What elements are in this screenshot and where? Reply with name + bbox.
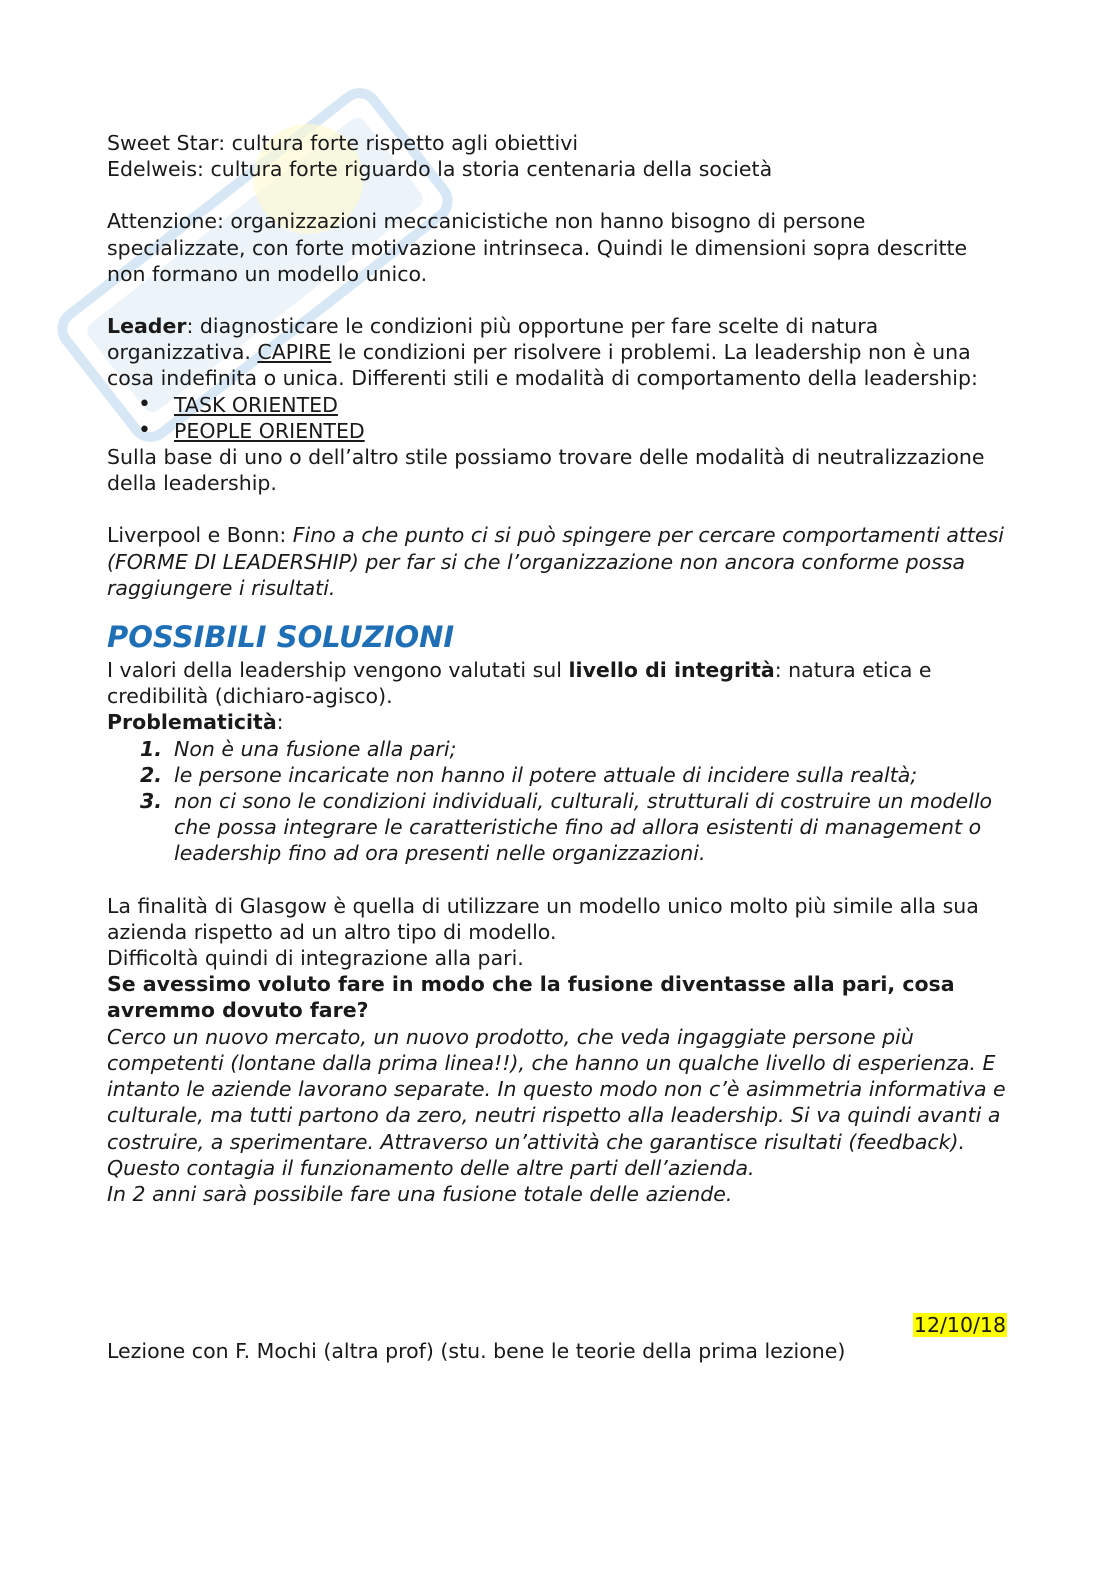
paragraph-lezione: Lezione con F. Mochi (altra prof) (stu. bene le teorie della prima lezione)	[107, 1339, 846, 1364]
list-number: 3.	[140, 789, 163, 814]
line-sweet-star: Sweet Star: cultura forte rispetto agli obiettivi	[107, 131, 579, 155]
list-number: 2.	[140, 762, 163, 787]
liverpool-label: Liverpool e Bonn:	[107, 523, 293, 548]
problematicita-colon: :	[276, 710, 284, 735]
paragraph-in-2-anni: In 2 anni sarà possibile fare una fusione totale delle aziende.	[107, 1181, 733, 1206]
problematicita-heading	[107, 709, 1007, 735]
answer: Cerco un nuovo mercato, un nuovo prodotto, che veda ingaggiate persone più competenti (lontane dalla prima linea!!), che hanno un qualche livello di esperienza. E intanto le aziende lavorano separate. In questo modo non c’è asimmetria informativa e culturale, ma tutti partono da zero, neutri rispetto alla leadership. Si va quindi avanti a costruire, a sperimentare. Attraverso un’attività che garantisce risultati (feedback). Questo contagia il funzionamento delle altre parti dell’azienda.	[107, 1024, 1006, 1180]
paragraph-sulla-base: Sulla base di uno o dell’altro stile possiamo trovare delle modalità di neutralizzazione della leadership.	[107, 445, 985, 496]
leader-text-b: le condizioni per risolvere i problemi. La leadership non è una cosa indefinita o unica. Differenti stili e modalità di comportamento della leadership:	[107, 340, 978, 391]
list-item	[174, 418, 1007, 444]
valori-text-b: : natura etica e credibilità (dichiaro-agisco).	[107, 658, 932, 709]
paragraph-difficolta: Difficoltà quindi di integrazione alla pari.	[107, 946, 524, 971]
people-oriented-label: PEOPLE ORIENTED	[174, 418, 365, 443]
problematicita-term: Problematicità	[107, 710, 277, 735]
valori-text-a: I valori della leadership vengono valutati sul	[107, 658, 569, 683]
leader-text-a: : diagnosticare le condizioni più opportune per fare scelte di natura organizzativa.	[107, 314, 879, 365]
list-item	[140, 762, 1007, 788]
list-item-text: non ci sono le condizioni individuali, culturali, strutturali di costruire un modello che possa integrare le caratteristiche fino ad allora esistenti di management o leadership fino ad ora presenti nelle organizzazioni.	[174, 789, 993, 866]
list-item	[140, 736, 1007, 762]
capire-term: CAPIRE	[257, 340, 332, 365]
date-highlight: 12/10/18	[913, 1313, 1006, 1338]
paragraph-valori	[107, 657, 1007, 709]
paragraph-liverpool	[107, 522, 1007, 601]
paragraph-attenzione: Attenzione: organizzazioni meccanicistiche non hanno bisogno di persone specializzate, con forte motivazione intrinseca. Quindi le dimensioni sopra descritte non formano un modello unico.	[107, 209, 968, 286]
document-page	[107, 130, 1007, 1365]
section-title: POSSIBILI SOLUZIONI	[107, 620, 455, 655]
list-item	[140, 788, 1007, 867]
list-number: 1.	[140, 736, 163, 761]
line-edelweis: Edelweis: cultura forte riguardo la storia centenaria della società	[107, 157, 773, 182]
leader-term: Leader	[107, 314, 187, 339]
list-item	[174, 392, 1007, 418]
question: Se avessimo voluto fare in modo che la fusione diventasse alla pari, cosa avremmo dovuto fare?	[107, 972, 955, 1023]
integrita-term: livello di integrità	[568, 658, 775, 683]
date-line	[107, 1312, 1007, 1338]
paragraph-leader	[107, 313, 1007, 392]
problems-list	[107, 736, 1007, 867]
task-oriented-label: TASK ORIENTED	[174, 392, 338, 417]
paragraph-finalita: La finalità di Glasgow è quella di utilizzare un modello unico molto più simile alla sua azienda rispetto ad un altro tipo di modello.	[107, 893, 979, 944]
list-item-text: Non è una fusione alla pari;	[174, 736, 457, 761]
leadership-styles-list	[107, 392, 1007, 444]
list-item-text: le persone incaricate non hanno il potere attuale di incidere sulla realtà;	[174, 762, 918, 787]
liverpool-text: Fino a che punto ci si può spingere per cercare comportamenti attesi (FORME DI LEADERSHIP) per far si che l’organizzazione non ancora conforme possa raggiungere i risultati.	[107, 523, 1004, 600]
